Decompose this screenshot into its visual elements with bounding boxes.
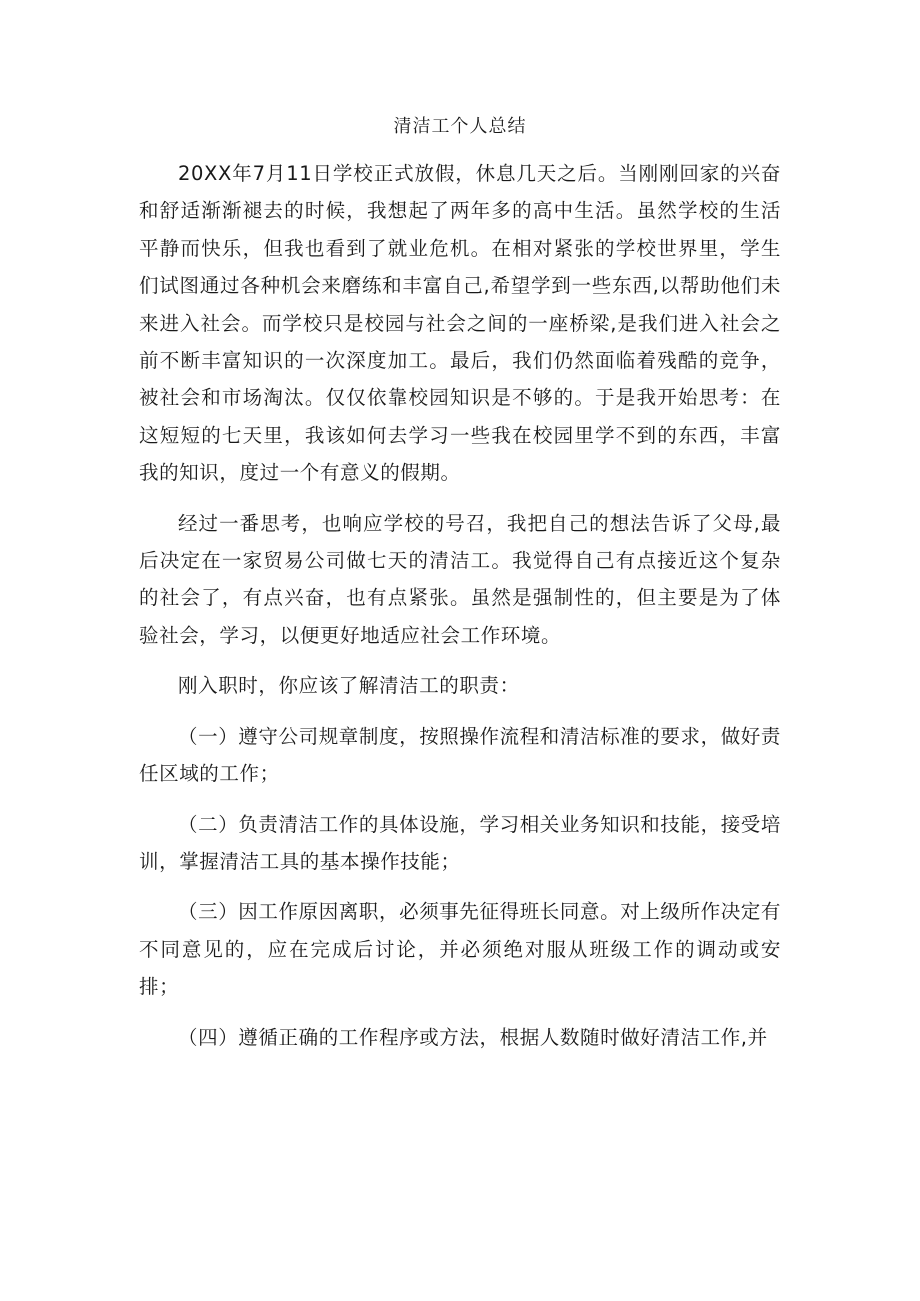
paragraph-duty-3: （三）因工作原因离职，必须事先征得班长同意。对上级所作决定有不同意见的，应在完成后讨论，并必须绝对服从班级工作的调动或安排； xyxy=(139,900,782,999)
paragraph-decision: 经过一番思考，也响应学校的号召，我把自己的想法告诉了父母,最后决定在一家贸易公司做七天的清洁工。我觉得自己有点接近这个复杂的社会了，有点兴奋，也有点紧张。虽然是强制性的，但主要是为了体验社会，学习，以便更好地适应社会工作环境。 xyxy=(139,511,781,647)
document-title: 清洁工个人总结 xyxy=(393,116,527,137)
paragraph-duty-1: （一）遵守公司规章制度，按照操作流程和清洁标准的要求，做好责任区域的工作； xyxy=(139,724,782,786)
paragraph-duty-2: （二）负责清洁工作的具体设施，学习相关业务知识和技能，接受培训，掌握清洁工具的基本操作技能； xyxy=(139,812,782,873)
paragraph-duty-4: （四）遵循正确的工作程序或方法，根据人数随时做好清洁工作,并 xyxy=(178,1025,768,1049)
paragraph-intro: 20XX年7月11日学校正式放假，休息几天之后。当刚刚回家的兴奋和舒适渐渐褪去的时候，我想起了两年多的高中生活。虽然学校的生活平静而快乐，但我也看到了就业危机。在相对紧张的学校世界里，学生们试图通过各种机会来磨练和丰富自己,希望学到一些东西,以帮助他们未来进入社会。而学校只是校园与社会之间的一座桥梁,是我们进入社会之前不断丰富知识的一次深度加工。最后，我们仍然面临着残酷的竞争，被社会和市场淘汰。仅仅依靠校园知识是不够的。于是我开始思考：在这短短的七天里，我该如何去学习一些我在校园里学不到的东西，丰富我的知识，度过一个有意义的假期。 xyxy=(139,162,781,485)
paragraph-duties-intro: 刚入职时，你应该了解清洁工的职责： xyxy=(178,674,520,698)
document-page xyxy=(139,112,781,1069)
